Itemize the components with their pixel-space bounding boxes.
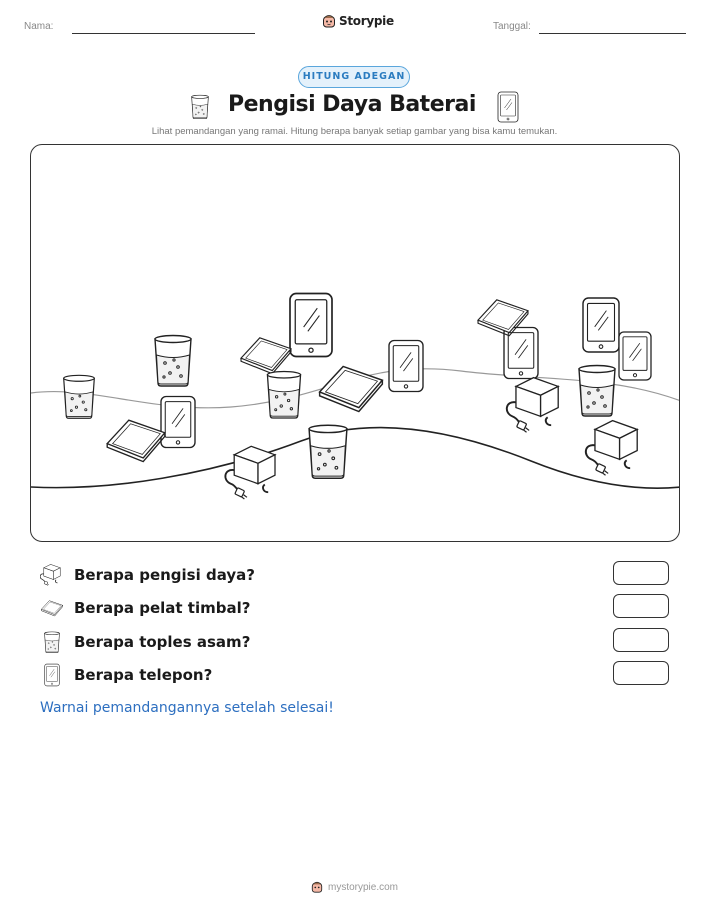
phone-icon (40, 663, 64, 687)
counting-scene (30, 144, 680, 542)
jar-icon (189, 94, 211, 120)
page-title: Pengisi Daya Baterai (228, 92, 476, 117)
name-label: Nama: (24, 21, 54, 32)
question-acid-jars (40, 630, 680, 654)
phone-item (290, 294, 332, 357)
phone-item (389, 341, 423, 392)
answer-box-phones[interactable] (613, 661, 669, 685)
charger-item (507, 378, 558, 433)
question-phones (40, 663, 680, 687)
charger-item (586, 421, 637, 476)
lead-plate-item (241, 338, 291, 374)
brand-logo (322, 13, 394, 29)
storypie-mascot-icon (311, 880, 323, 894)
acid-jar-icon (40, 630, 64, 654)
instructions: Lihat pemandangan yang ramai. Hitung berapa banyak setiap gambar yang bisa kamu temukan. (151, 126, 558, 137)
question-text: Berapa pengisi daya? (74, 566, 255, 584)
lead-plate-icon (40, 596, 64, 620)
phone-item (619, 332, 651, 380)
footer-url[interactable]: mystorypie.com (327, 881, 398, 893)
title-row (0, 90, 709, 124)
charger-item (225, 446, 275, 499)
date-field[interactable] (539, 33, 686, 34)
phone-icon (496, 91, 520, 123)
footer (0, 880, 709, 894)
answer-box-chargers[interactable] (613, 561, 669, 585)
question-lead-plates (40, 596, 680, 620)
question-text: Berapa pelat timbal? (74, 599, 251, 617)
answer-box-acid-jars[interactable] (613, 628, 669, 652)
name-field[interactable] (72, 33, 255, 34)
date-label: Tanggal: (493, 21, 531, 32)
charger-icon (40, 563, 64, 587)
activity-badge: HITUNG ADEGAN (298, 66, 410, 88)
phone-item (583, 298, 619, 352)
coloring-note: Warnai pemandangannya setelah selesai! (40, 700, 334, 716)
brand-name: Storypie (339, 14, 394, 28)
phone-item (161, 397, 195, 448)
worksheet-header (0, 0, 709, 50)
acid-jar-item (155, 336, 191, 387)
acid-jar-item (579, 366, 615, 417)
storypie-mascot-icon (322, 13, 336, 29)
scene-illustration (31, 145, 680, 542)
question-text: Berapa telepon? (74, 666, 213, 684)
acid-jar-item (309, 425, 347, 478)
answer-box-lead-plates[interactable] (613, 594, 669, 618)
question-chargers (40, 563, 680, 587)
acid-jar-item (64, 375, 95, 418)
lead-plate-item (107, 420, 165, 461)
lead-plate-item (320, 366, 383, 411)
question-text: Berapa toples asam? (74, 633, 251, 651)
acid-jar-item (267, 372, 300, 418)
